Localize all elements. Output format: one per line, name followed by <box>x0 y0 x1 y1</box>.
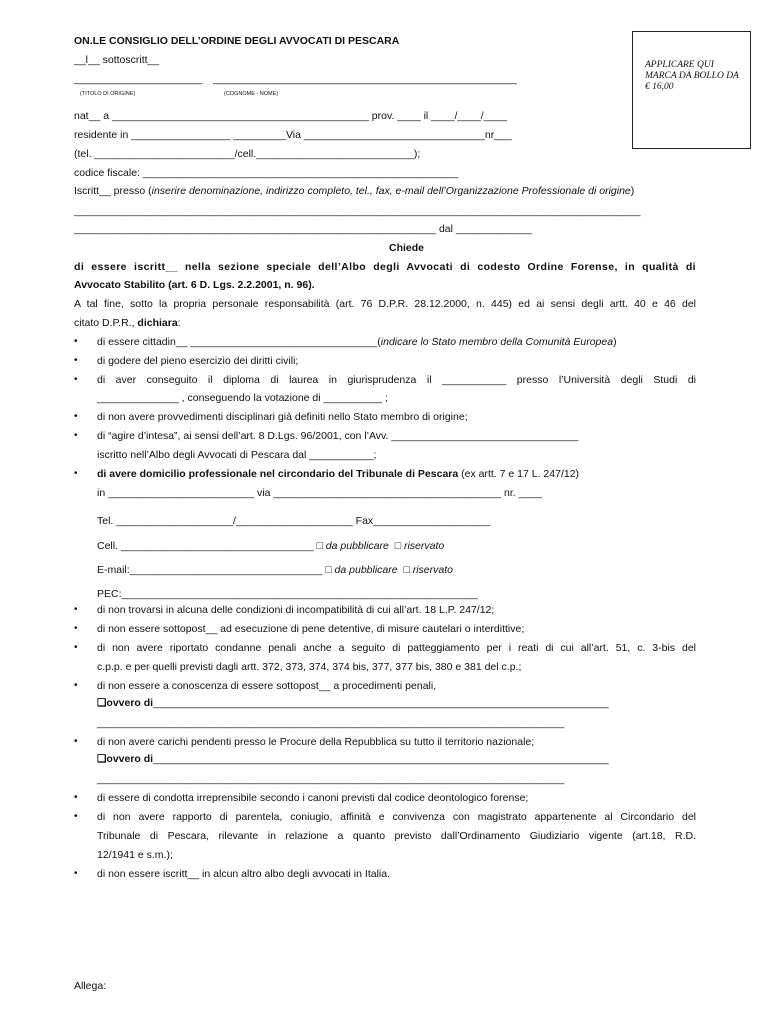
bullet: • <box>74 736 78 747</box>
bullet: • <box>74 811 78 822</box>
intro-line-2 <box>74 317 181 329</box>
diritti-civili-item: di godere del pieno esercizio dei diritti civili; <box>97 355 299 367</box>
organizzazione-field[interactable]: _________________________________________________________________________________________________ <box>74 205 641 217</box>
ovvero-checkbox[interactable]: ❑ovvero di <box>97 753 154 765</box>
tel-field[interactable]: (tel. ________________________/cell.___________________________); <box>74 148 421 160</box>
cell-field[interactable]: Cell. _________________________________ <box>97 540 317 552</box>
pene-item: di non essere sottopost__ ad esecuzione di pene detentive, di misure cautelari o interdittive; <box>97 623 525 635</box>
bullet: • <box>74 411 78 422</box>
page-title: ON.LE CONSIGLIO DELL’ORDINE DEGLI AVVOCATI DI PESCARA <box>74 35 400 47</box>
iscritto-hint: inserire denominazione, indirizzo completo, tel., fax, e-mail dell’Organizzazione Professionale di origine <box>151 185 631 197</box>
tel-fax-field[interactable]: Tel. ____________________/____________________ Fax____________________ <box>97 515 490 527</box>
parentela-line-2: Tribunale di Pescara, rilevante in relazione a quanto previsto dall’Ordinamento Giudiziario vigente (art.18, R.D. <box>97 830 696 842</box>
titolo-field[interactable]: ______________________ <box>74 73 203 85</box>
altro-albo-item: di non essere iscritt__ in alcun altro albo degli avvocati in Italia. <box>97 868 390 880</box>
ovvero-continuation-1[interactable]: ________________________________________________________________________________ <box>97 717 565 729</box>
procedimenti-item: di non essere a conoscenza di essere sottopost__ a procedimenti penali, <box>97 680 437 692</box>
cognome-label: (COGNOME - NOME) <box>224 91 279 97</box>
email-pubblicare-checkbox[interactable]: □ da pubblicare <box>325 564 398 576</box>
cittadinanza-hint: indicare lo Stato membro della Comunità Europea <box>380 336 614 348</box>
condanne-line-1: di non avere riportato condanne penali anche a seguito di patteggiamento per i reati di cui all’art. 51, c. 3-bis del <box>97 642 696 654</box>
intro-prefix: citato D.P.R., <box>74 317 138 329</box>
cittadinanza-suffix: ) <box>613 336 617 348</box>
parentela-line-3: 12/1941 e s.m.); <box>97 849 173 861</box>
chiede-line-2: Avvocato Stabilito (art. 6 D. Lgs. 2.2.2001, n. 96). <box>74 279 315 291</box>
ovvero-field[interactable]: ______________________________________________________________________________ <box>153 753 609 765</box>
cittadinanza-field[interactable] <box>97 336 617 348</box>
incompatibilita-item: di non trovarsi in alcuna delle condizioni di incompatibilità di cui all’art. 18 L.P. 247/12; <box>97 604 495 616</box>
disciplinari-item: di non avere provvedimenti disciplinari già definiti nello Stato membro di origine; <box>97 411 468 423</box>
ovvero-checkbox[interactable]: ❑ovvero di <box>97 697 154 709</box>
residente-field[interactable]: residente in _________________ _________Via _______________________________nr___ <box>74 129 512 141</box>
pec-field[interactable]: PEC:_____________________________________________________________ <box>97 588 478 600</box>
iscritto-presso <box>74 185 634 197</box>
intro-suffix: : <box>177 317 181 329</box>
ovvero-field[interactable]: ______________________________________________________________________________ <box>153 697 609 709</box>
parentela-line-1: di non avere rapporto di parentela, coniugio, affinità e convivenza con magistrato appartenente al Circondario del <box>97 811 696 823</box>
cell-pubblicare-checkbox[interactable]: □ da pubblicare <box>316 540 389 552</box>
email-riservato-checkbox[interactable]: □ riservato <box>403 564 453 576</box>
chiede-line-1: di essere iscritt__ nella sezione speciale dell’Albo degli Avvocati di codesto Ordine Forense, in qualità di <box>74 261 696 273</box>
cognome-field[interactable]: ____________________________________________________ <box>213 73 517 85</box>
nato-field[interactable]: nat__ a ____________________________________________ prov. ____ il ____/____/____ <box>74 110 508 122</box>
allega-label: Allega: <box>74 980 107 992</box>
condanne-line-2: c.p.p. e per quelli previsti dagli artt. 372, 373, 374, 374 bis, 377, 377 bis, 380 e 381 del c.p.; <box>97 661 522 673</box>
bullet: • <box>74 430 78 441</box>
email-field[interactable]: E-mail:_________________________________ <box>97 564 326 576</box>
bullet: • <box>74 792 78 803</box>
bullet: • <box>74 374 78 385</box>
bullet: • <box>74 623 78 634</box>
bullet: • <box>74 604 78 615</box>
carichi-pendenti-item: di non avere carichi pendenti presso le Procure della Repubblica su tutto il territorio nazionale; <box>97 736 535 748</box>
marca-da-bollo-box <box>632 31 751 149</box>
bullet: • <box>74 680 78 691</box>
chiede-heading: Chiede <box>389 242 425 254</box>
intro-line-1: A tal fine, sotto la propria personale responsabilità (art. 76 D.P.R. 28.12.2000, n. 445) ed ai sensi degli artt. 40 e 46 del <box>74 298 696 310</box>
iscritto-prefix: Iscritt__ presso ( <box>74 185 152 197</box>
domicilio-bold: di avere domicilio professionale nel circondario del Tribunale di Pescara <box>97 468 459 480</box>
bullet: • <box>74 468 78 479</box>
sottoscritto-field[interactable]: __l__ sottoscritt__ <box>74 54 160 66</box>
cell-row <box>97 540 444 552</box>
cell-riservato-checkbox[interactable]: □ riservato <box>394 540 445 552</box>
intesa-line-2[interactable]: iscritto nell’Albo degli Avvocati di Pescara dal ___________; <box>97 449 377 461</box>
bullet: • <box>74 868 78 879</box>
laurea-line-2[interactable]: ______________ , conseguendo la votazione di __________ ; <box>97 392 388 404</box>
iscritto-suffix: ) <box>630 185 635 197</box>
bullet: • <box>74 355 78 366</box>
cittadinanza-prefix: di essere cittadin__ ________________________________( <box>97 336 381 348</box>
intesa-line-1[interactable]: di “agire d’intesa”, ai sensi dell’art. 8 D.Lgs. 96/2001, con l’Avv. ________________________________ <box>97 430 579 442</box>
bullet: • <box>74 642 78 653</box>
laurea-line-1[interactable]: di aver conseguito il diploma di laurea in giurisprudenza il ___________ presso l’Università degli Studi di <box>97 374 696 386</box>
domicilio-heading <box>97 468 579 480</box>
email-row <box>97 564 453 576</box>
domicilio-suffix: (ex artt. 7 e 17 L. 247/12) <box>458 468 580 480</box>
ovvero-continuation-2[interactable]: ________________________________________________________________________________ <box>97 773 565 785</box>
domicilio-address-field[interactable]: in _________________________ via _______________________________________ nr. ____ <box>97 487 542 499</box>
codice-fiscale-field[interactable]: codice fiscale: ______________________________________________________ <box>74 167 459 179</box>
dichiara-label: dichiara <box>137 317 178 329</box>
dal-field[interactable]: ______________________________________________________________ dal _____________ <box>74 223 532 235</box>
bullet: • <box>74 336 78 347</box>
ovvero-row-2 <box>97 753 609 765</box>
condotta-item: di essere di condotta irreprensibile secondo i canoni previsti dal codice deontologico forense; <box>97 792 529 804</box>
titolo-label: (TITOLO DI ORIGINE) <box>80 91 136 97</box>
stamp-text: APPLICARE QUI MARCA DA BOLLO DA € 16,00 <box>645 60 739 92</box>
ovvero-row-1 <box>97 697 609 709</box>
